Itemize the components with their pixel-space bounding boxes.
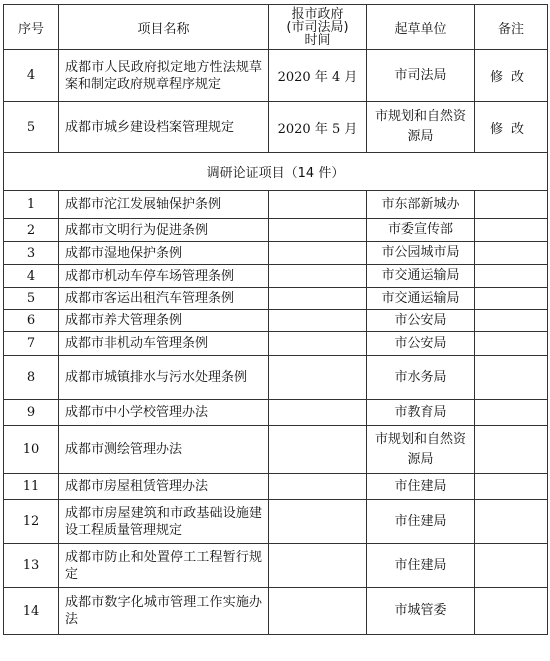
submission-date — [269, 400, 367, 426]
submission-date — [269, 242, 367, 265]
remark — [475, 356, 548, 400]
header-date-line-2: (市司法局) — [286, 19, 349, 35]
table-row — [4, 500, 548, 544]
remark — [475, 332, 548, 356]
submission-date — [269, 588, 367, 635]
table-row — [4, 400, 548, 426]
submission-date — [269, 474, 367, 500]
table-row — [4, 191, 548, 219]
section-row — [4, 153, 548, 191]
drafting-unit: 市委宣传部 — [367, 219, 475, 242]
table-row — [4, 265, 548, 288]
project-name: 成都市沱江发展轴保护条例 — [59, 191, 269, 219]
project-name: 成都市养犬管理条例 — [59, 310, 269, 332]
submission-date: 2020 年 5 月 — [269, 102, 367, 153]
table-row — [4, 474, 548, 500]
project-name: 成都市文明行为促进条例 — [59, 219, 269, 242]
project-name: 成都市湿地保护条例 — [59, 242, 269, 265]
legislation-plan-table — [3, 4, 548, 635]
drafting-unit: 市住建局 — [367, 474, 475, 500]
drafting-unit: 市城管委 — [367, 588, 475, 635]
project-name: 成都市城镇排水与污水处理条例 — [59, 356, 269, 400]
project-name: 成都市人民政府拟定地方性法规草案和制定政府规章程序规定 — [59, 50, 269, 102]
remark — [475, 265, 548, 288]
row-number: 4 — [4, 50, 59, 102]
drafting-unit: 市住建局 — [367, 500, 475, 544]
header-row — [4, 5, 548, 50]
remark — [475, 191, 548, 219]
research-rows — [4, 191, 548, 635]
remark — [475, 288, 548, 310]
remark — [475, 500, 548, 544]
submission-date — [269, 500, 367, 544]
submission-date — [269, 356, 367, 400]
table-row — [4, 288, 548, 310]
drafting-unit: 市公安局 — [367, 332, 475, 356]
drafting-unit: 市东部新城办 — [367, 191, 475, 219]
remark — [475, 310, 548, 332]
submission-date — [269, 191, 367, 219]
table-row — [4, 50, 548, 102]
submission-date — [269, 310, 367, 332]
table-row — [4, 219, 548, 242]
project-name: 成都市房屋建筑和市政基础设施建设工程质量管理规定 — [59, 500, 269, 544]
drafting-unit: 市交通运输局 — [367, 288, 475, 310]
drafting-unit: 市公园城市局 — [367, 242, 475, 265]
project-name: 成都市中小学校管理办法 — [59, 400, 269, 426]
drafting-unit: 市司法局 — [367, 50, 475, 102]
section-body — [4, 153, 548, 191]
project-name: 成都市防止和处置停工工程暂行规定 — [59, 544, 269, 588]
header-date-line-1: 报市政府 — [291, 6, 344, 22]
table-row — [4, 588, 548, 635]
submission-date — [269, 332, 367, 356]
remark — [475, 219, 548, 242]
row-number: 2 — [4, 219, 59, 242]
submission-date — [269, 288, 367, 310]
header-name: 项目名称 — [59, 5, 269, 50]
header-note: 备注 — [475, 5, 548, 50]
remark — [475, 474, 548, 500]
row-number: 11 — [4, 474, 59, 500]
submission-date — [269, 219, 367, 242]
row-number: 1 — [4, 191, 59, 219]
drafting-unit: 市公安局 — [367, 310, 475, 332]
remark — [475, 400, 548, 426]
remark: 修改 — [475, 50, 548, 102]
drafting-unit: 市水务局 — [367, 356, 475, 400]
drafting-unit: 市住建局 — [367, 544, 475, 588]
project-name: 成都市非机动车管理条例 — [59, 332, 269, 356]
row-number: 9 — [4, 400, 59, 426]
row-number: 5 — [4, 288, 59, 310]
table-row — [4, 544, 548, 588]
header-no: 序号 — [4, 5, 59, 50]
row-number: 4 — [4, 265, 59, 288]
row-number: 8 — [4, 356, 59, 400]
header-date-line-3: 时间 — [304, 32, 331, 48]
drafting-unit: 市规划和自然资源局 — [367, 426, 475, 474]
row-number: 3 — [4, 242, 59, 265]
table-row — [4, 242, 548, 265]
row-number: 6 — [4, 310, 59, 332]
table-row — [4, 310, 548, 332]
header-unit: 起草单位 — [367, 5, 475, 50]
project-name: 成都市测绘管理办法 — [59, 426, 269, 474]
project-name: 成都市房屋租赁管理办法 — [59, 474, 269, 500]
drafting-unit: 市教育局 — [367, 400, 475, 426]
row-number: 12 — [4, 500, 59, 544]
top-rows — [4, 50, 548, 153]
project-name: 成都市机动车停车场管理条例 — [59, 265, 269, 288]
remark — [475, 588, 548, 635]
submission-date — [269, 265, 367, 288]
row-number: 7 — [4, 332, 59, 356]
project-name: 成都市客运出租汽车管理条例 — [59, 288, 269, 310]
section-title: 调研论证项目（14 件） — [4, 153, 548, 191]
drafting-unit: 市规划和自然资源局 — [367, 102, 475, 153]
row-number: 5 — [4, 102, 59, 153]
table-row — [4, 356, 548, 400]
remark — [475, 426, 548, 474]
row-number: 13 — [4, 544, 59, 588]
remark — [475, 544, 548, 588]
project-name: 成都市城乡建设档案管理规定 — [59, 102, 269, 153]
header-date — [269, 5, 367, 50]
drafting-unit: 市交通运输局 — [367, 265, 475, 288]
submission-date: 2020 年 4 月 — [269, 50, 367, 102]
table-row — [4, 102, 548, 153]
remark — [475, 242, 548, 265]
project-name: 成都市数字化城市管理工作实施办法 — [59, 588, 269, 635]
submission-date — [269, 426, 367, 474]
table-row — [4, 426, 548, 474]
row-number: 10 — [4, 426, 59, 474]
row-number: 14 — [4, 588, 59, 635]
table-row — [4, 332, 548, 356]
remark: 修改 — [475, 102, 548, 153]
submission-date — [269, 544, 367, 588]
